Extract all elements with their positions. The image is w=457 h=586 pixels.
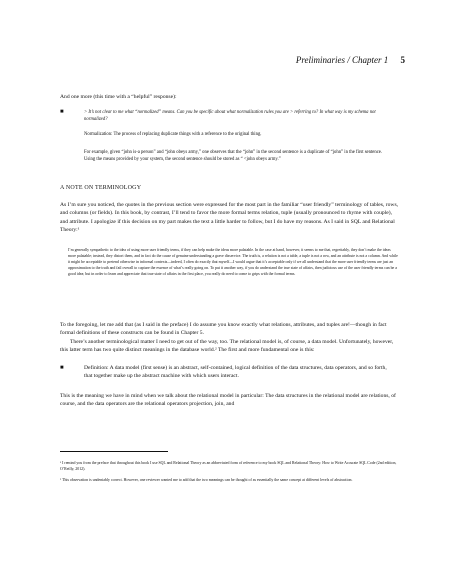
- definition-paragraph: Definition: A data model (first sense) is an abstract, self-contained, logical definition of the data structures, data operators, and so forth, that together make up the abstract machine with which users interact.: [84, 365, 387, 380]
- header-title: Preliminaries / Chapter 1: [295, 55, 389, 65]
- normalization-definition: Normalization: The process of replacing duplicate things with a reference to the original thing.: [84, 132, 262, 137]
- bullet-marker: ■: [60, 109, 64, 115]
- footnote-rule: [60, 451, 168, 452]
- paragraph-2: To the foregoing, let me add that (as I said in the preface) I do assume you know exactly what relations, attributes, and tuples are!—though in fact formal definitions of these constructs can be found in Chapter 5.: [60, 322, 387, 337]
- page-number: 5: [400, 55, 405, 65]
- example-paragraph: For example, given “john is-a person” and “john obeys army,” one observes that the “john” in the second sentence is a duplicate of “john” in the first sentence. Using the means provided by your system, the second sentence should be stored as “ <john obeys army.”: [84, 150, 383, 163]
- paragraph-4: This is the meaning we have in mind when we talk about the relational model in particular: The data structures in the relational model are relations, of course, and the data operators are the relational operators projection, join, and: [60, 393, 396, 408]
- intro-line: And one more (this time with a “helpful” response):: [60, 94, 177, 100]
- footnote-2: ² This observation is undeniably correct. However, one reviewer wanted me to add that the two meanings can be thought of as essentially the same concept at different levels of abstraction.: [60, 478, 353, 482]
- footnote-1: ¹ I remind you from the preface that throughout this book I use SQL and Relational Theory as an abbreviated form of reference to my book SQL and Relational Theory: How to Write Accurate SQL Code (2nd edition, O’Reilly, 2012).: [60, 461, 397, 471]
- bullet-marker: ■: [60, 365, 64, 371]
- paragraph-1: As I’m sure you noticed, the quotes in the previous section were expressed for the most part in the familiar “user friendly” terminology of tables, rows, and columns (or fields). In this book, by contrast, I’ll tend to favor the more formal terms relation, tuple (usually pronounced to rhyme with couple), and attribute. I apologize if this decision on my part makes the text a little harder to follow, but I do have my reasons. As I said in SQL and Relational Theory:¹: [60, 202, 399, 234]
- running-header: [296, 55, 405, 65]
- section-heading: A NOTE ON TERMINOLOGY: [60, 185, 142, 191]
- prompt-text: > It’s not clear to me what “normalized” means. Can you be specific about what normalization rules you are > referring to? In what way is my schema not normalized?: [84, 110, 376, 123]
- paragraph-3: There’s another terminological matter I need to get out of the way, too. The relational model is, of course, a data model. Unfortunately, however, this latter term has two quite distinct meanings in the database world.² The first and more fundamental one is this:: [60, 339, 394, 354]
- block-quote: I’m generally sympathetic to the idea of using more user friendly terms, if they can help make the ideas more palatable. In the case at hand, however, it seems to me that, regrettably, they don’t make the ideas more palatable; instead, they distort them, and in fact do the cause of genuine understanding a grave disservice. The truth is, a relation is not a table, a tuple is not a row, and an attribute is not a column. And while it might be acceptable to pretend otherwise in informal contexts—indeed, I often do exactly that myself—I would argue that it’s acceptable only if we all understand that the more user friendly terms are just an approximation to the truth and fail overall to capture the essence of what’s really going on. To put it another way, if you do understand the true state of affairs, then judicious use of the user friendly terms can be a good idea; but in order to learn and appreciate that true state of affairs in the first place, you really do need to come to grips with the formal terms.: [68, 248, 398, 276]
